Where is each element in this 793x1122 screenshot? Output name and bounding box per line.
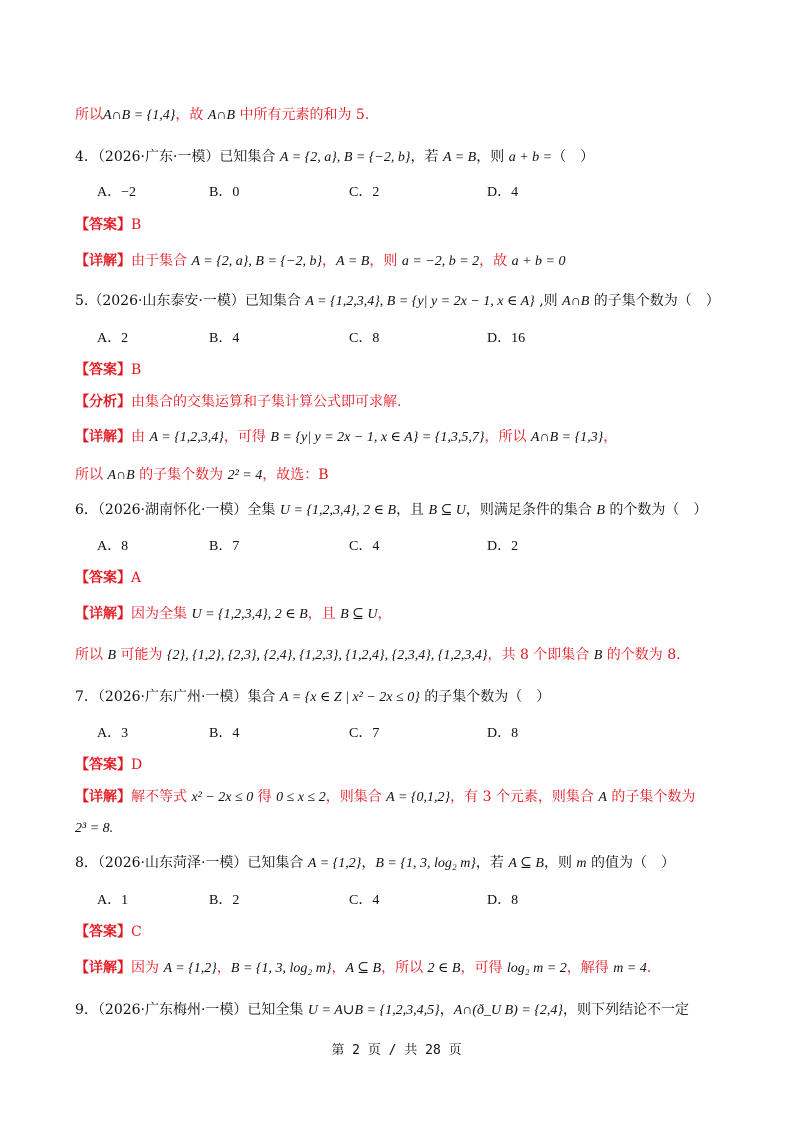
text-segment: ，则下列结论不一定 xyxy=(562,1002,689,1018)
text-segment: ， xyxy=(322,253,337,269)
text-line xyxy=(75,105,369,126)
text-segment: 的个数为（ ） xyxy=(604,502,708,518)
text-segment: ， xyxy=(439,1002,454,1018)
answer-option-c: C．8 xyxy=(349,331,380,346)
text-segment: 得 xyxy=(253,789,277,805)
math-expression: A∩B xyxy=(207,108,236,123)
text-segment: 的子集个数为 xyxy=(606,789,696,805)
answer-option-c: C．4 xyxy=(349,539,380,554)
text-line xyxy=(75,687,550,708)
math-expression: A∩(ð_U B) = {2,4} xyxy=(453,1003,563,1018)
answer-option-b: B．7 xyxy=(209,539,240,554)
text-segment: 的值为（ ） xyxy=(586,855,675,871)
answer-option-d: D．8 xyxy=(487,726,519,741)
text-segment: 的子集个数为（ ） xyxy=(589,293,720,309)
text-line xyxy=(75,427,617,448)
text-line xyxy=(75,251,566,272)
math-expression: A = B xyxy=(336,254,370,269)
math-expression: B = {1, 3, log₂ m} xyxy=(230,961,332,976)
answer-option-b: B．4 xyxy=(209,331,240,346)
text-segment: 中所有元素的和为 5. xyxy=(235,107,370,123)
math-expression: A = {0,1,2} xyxy=(386,790,451,805)
math-expression: 2² = 4 xyxy=(227,468,263,483)
text-line xyxy=(75,392,401,412)
text-segment: 由 xyxy=(131,429,150,445)
text-line xyxy=(75,465,329,486)
text-segment: ，故 xyxy=(175,107,208,123)
math-expression: A ⊆ B xyxy=(508,856,544,871)
text-line xyxy=(75,360,141,380)
section-label: 【答案】 xyxy=(75,924,131,940)
text-segment: ， xyxy=(216,960,231,976)
math-expression: A ⊆ B xyxy=(345,961,382,976)
math-expression: m = 4 xyxy=(613,961,647,976)
section-label: 【答案】 xyxy=(75,362,131,378)
text-segment: 8．（2026·山东菏泽·一模）已知集合 xyxy=(75,855,308,871)
text-segment: ， xyxy=(331,960,346,976)
text-segment: ，可得 xyxy=(223,429,271,445)
math-expression: A = {2, a}, B = {−2, b} xyxy=(191,254,323,269)
answer-option-c: C．2 xyxy=(349,185,380,200)
section-label: 【详解】 xyxy=(75,253,131,269)
text-segment: D xyxy=(131,757,143,773)
text-line xyxy=(75,291,720,312)
text-segment: ，若 xyxy=(410,149,443,165)
math-expression: A∩B = {1,4} xyxy=(103,108,176,123)
text-segment: ，故选：B xyxy=(262,467,329,483)
math-expression: a + b = 0 xyxy=(511,254,566,269)
math-expression: U = A∪B = {1,2,3,4,5} xyxy=(307,1003,440,1018)
math-expression: x² − 2x ≤ 0 xyxy=(191,790,254,805)
answer-option-c: C．7 xyxy=(349,726,380,741)
section-label: 【详解】 xyxy=(75,429,131,445)
math-expression: A∩B = {1,3} xyxy=(530,430,604,445)
answer-option-d: D．16 xyxy=(487,331,526,346)
text-line xyxy=(75,1000,689,1021)
answer-option-a: A．1 xyxy=(97,893,129,908)
answer-option-a: A．−2 xyxy=(97,185,137,200)
text-segment: ， xyxy=(361,855,376,871)
answer-option-b: B．4 xyxy=(209,726,240,741)
math-expression: B = {1, 3, log₂ m} xyxy=(375,856,476,871)
text-segment: ，则 xyxy=(476,149,509,165)
text-segment: A xyxy=(131,570,142,586)
answer-option-c: C．4 xyxy=(349,893,380,908)
section-label: 【详解】 xyxy=(75,960,131,976)
section-label: 【答案】 xyxy=(75,757,131,773)
text-segment: 所以 xyxy=(75,467,108,483)
text-segment: . xyxy=(646,960,652,976)
math-expression: B ⊆ U xyxy=(428,503,466,518)
text-segment: ，解得 xyxy=(566,960,614,976)
text-line xyxy=(75,147,594,168)
text-segment: B xyxy=(131,362,142,378)
math-expression: 0 ≤ x ≤ 2 xyxy=(276,790,326,805)
text-segment: ，可得 xyxy=(460,960,507,976)
text-segment: 所以 xyxy=(75,647,108,663)
answer-option-d: D．4 xyxy=(487,185,519,200)
text-line xyxy=(75,500,707,521)
math-expression: A xyxy=(598,790,607,805)
section-label: 【详解】 xyxy=(75,789,131,805)
text-line xyxy=(75,818,113,839)
math-expression: A = {1,2,3,4}, B = {y| y = 2x − 1, x ∈ A} xyxy=(305,294,535,309)
math-expression: {2}, {1,2}, {2,3}, {2,4}, {1,2,3}, {1,2,4}, {2,3,4}, {1,2,3,4} xyxy=(166,648,488,663)
text-segment: （ ） xyxy=(552,149,595,165)
math-expression: 2 ∈ B xyxy=(427,961,461,976)
text-segment: 9．（2026·广东梅州·一模）已知全集 xyxy=(75,1002,308,1018)
section-label: 【详解】 xyxy=(75,606,131,622)
text-segment: ， xyxy=(377,606,392,622)
text-line xyxy=(75,787,695,808)
math-expression: A = {1,2} xyxy=(307,856,362,871)
math-expression: 2³ = 8. xyxy=(75,821,114,836)
answer-option-b: B．2 xyxy=(209,893,240,908)
text-segment: ,则 xyxy=(534,293,563,309)
math-expression: A = {x ∈ Z | x² − 2x ≤ 0} xyxy=(279,690,420,705)
text-segment: 由于集合 xyxy=(131,253,192,269)
text-segment: 所以 xyxy=(75,107,103,123)
text-line xyxy=(75,645,681,666)
text-segment: 的子集个数为 xyxy=(134,467,228,483)
text-segment: ，所以 xyxy=(381,960,428,976)
text-segment: 7．（2026·广东广州·一模）集合 xyxy=(75,689,280,705)
text-segment: ，则集合 xyxy=(325,789,387,805)
text-segment: ，共 8 个即集合 xyxy=(487,647,594,663)
text-segment: ，则 xyxy=(369,253,402,269)
text-segment: ，所以 xyxy=(484,429,531,445)
math-expression: B xyxy=(593,648,603,663)
text-segment: ，则 xyxy=(543,855,577,871)
page-footer: 第 2 页 / 共 28 页 xyxy=(331,1043,462,1058)
text-segment: ，且 xyxy=(307,606,341,622)
text-segment: 6．（2026·湖南怀化·一模）全集 xyxy=(75,502,280,518)
math-expression: log₂ m = 2 xyxy=(506,961,567,976)
answer-option-a: A．8 xyxy=(97,539,129,554)
math-expression: a + b = xyxy=(508,150,553,165)
math-expression: A = {1,2,3,4} xyxy=(149,430,224,445)
text-segment: 可能为 xyxy=(116,647,167,663)
text-line xyxy=(75,604,391,625)
text-segment: 解不等式 xyxy=(131,789,192,805)
section-label: 【答案】 xyxy=(75,217,131,233)
text-segment: 由集合的交集运算和子集计算公式即可求解. xyxy=(131,394,402,410)
math-expression: A = B xyxy=(442,150,477,165)
text-segment: 4．（2026·广东·一模）已知集合 xyxy=(75,149,280,165)
text-segment: ，有 3 个元素，则集合 xyxy=(450,789,599,805)
math-expression: B ⊆ U xyxy=(340,607,378,622)
text-line xyxy=(75,922,142,942)
text-segment: ， xyxy=(603,429,618,445)
math-expression: A∩B xyxy=(562,294,590,309)
answer-option-a: A．3 xyxy=(97,726,129,741)
text-segment: B xyxy=(131,217,142,233)
math-expression: A∩B xyxy=(107,468,135,483)
text-segment: ，则满足条件的集合 xyxy=(465,502,597,518)
text-segment: 的个数为 8. xyxy=(602,647,681,663)
text-line xyxy=(75,568,141,588)
text-line xyxy=(75,958,651,979)
math-expression: B xyxy=(107,648,117,663)
text-segment: 的子集个数为（ ） xyxy=(419,689,551,705)
math-expression: B xyxy=(596,503,605,518)
text-line xyxy=(75,853,675,874)
answer-option-d: D．2 xyxy=(487,539,519,554)
text-segment: ，故 xyxy=(479,253,512,269)
math-expression: A = {2, a}, B = {−2, b} xyxy=(279,150,411,165)
math-expression: A = {1,2} xyxy=(163,961,217,976)
answer-option-b: B．0 xyxy=(209,185,240,200)
text-line xyxy=(75,215,141,235)
answer-option-d: D．8 xyxy=(487,893,519,908)
math-expression: a = −2, b = 2 xyxy=(401,254,480,269)
text-line xyxy=(75,755,142,775)
text-segment: ，且 xyxy=(396,502,429,518)
math-expression: m xyxy=(576,856,587,871)
text-segment: ，若 xyxy=(475,855,509,871)
text-segment: 因为全集 xyxy=(131,606,192,622)
math-expression: B = {y| y = 2x − 1, x ∈ A} = {1,3,5,7} xyxy=(270,430,485,445)
text-segment: C xyxy=(131,924,142,940)
answer-option-a: A．2 xyxy=(97,331,129,346)
text-segment: 因为 xyxy=(131,960,164,976)
section-label: 【分析】 xyxy=(75,394,131,410)
text-segment: 5.（2026·山东泰安·一模）已知集合 xyxy=(75,293,306,309)
math-expression: U = {1,2,3,4}, 2 ∈ B xyxy=(191,607,308,622)
math-expression: U = {1,2,3,4}, 2 ∈ B xyxy=(279,503,397,518)
section-label: 【答案】 xyxy=(75,570,131,586)
